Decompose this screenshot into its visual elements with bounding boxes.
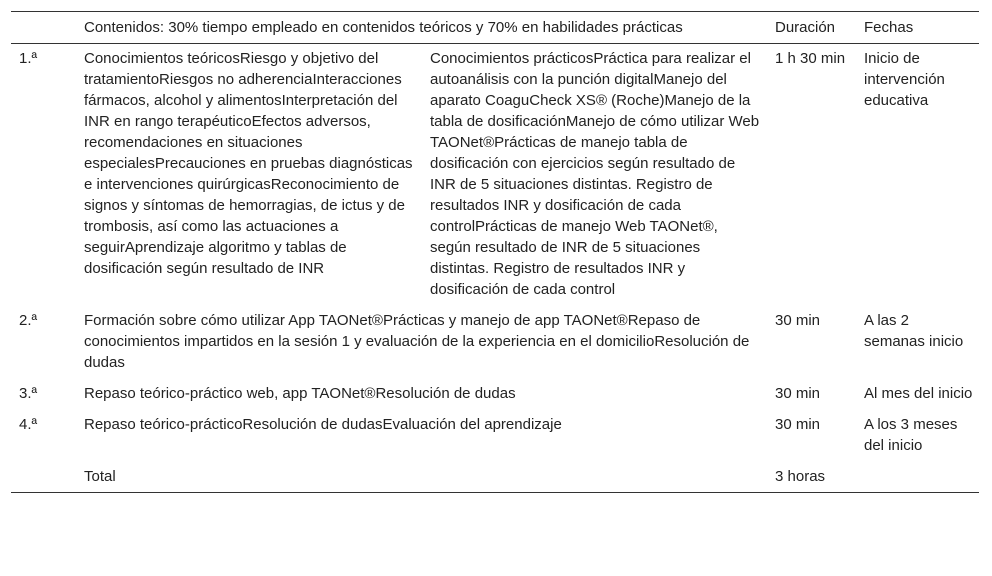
session-contents: Repaso teórico-prácticoResolución de dudasEvaluación del aprendizaje — [84, 416, 562, 433]
session-contents: Repaso teórico-práctico web, app TAONet®Resolución de dudas — [84, 385, 516, 402]
session-dates: A las 2 semanas inicio — [864, 312, 964, 350]
session-number: 1.ª — [19, 50, 38, 67]
session-number: 4.ª — [19, 416, 38, 433]
total-label: Total — [84, 468, 116, 485]
header-dates: Fechas — [864, 19, 914, 36]
session-number: 2.ª — [19, 312, 38, 329]
session-dates: A los 3 meses del inicio — [864, 416, 958, 454]
session-dates: Inicio de intervención educativa — [864, 50, 945, 109]
session-contents: Formación sobre cómo utilizar App TAONet®Prácticas y manejo de app TAONet®Repaso de conocimientos impartidos en la sesión 1 y evaluación de la experiencia en el domicilioResolución de dudas — [84, 312, 750, 371]
education-sessions-table — [11, 11, 979, 493]
table-row — [11, 305, 979, 378]
session-number: 3.ª — [19, 385, 38, 402]
header-contents: Contenidos: 30% tiempo empleado en contenidos teóricos y 70% en habilidades prácticas — [84, 19, 683, 36]
session-dates — [856, 461, 979, 493]
table-row — [11, 378, 979, 409]
header-duration: Duración — [775, 19, 836, 36]
table-header-row — [11, 12, 979, 44]
header-session — [11, 12, 76, 44]
session-number — [11, 461, 76, 493]
theory-contents: Conocimientos teóricosRiesgo y objetivo del tratamientoRiesgos no adherenciaInteracciones fármacos, alcohol y alimentosInterpretación del INR en rango terapéuticoEfectos adversos, recomendaciones en situaciones especialesPrecauciones en pruebas diagnósticas e intervenciones quirúrgicasReconocimiento de signos y síntomas de hemorragias, de ictus y de trombosis, así como las actuaciones a seguirAprendizaje algoritmo y tablas de dosificación según resultado de INR — [84, 50, 413, 277]
session-dates: Al mes del inicio — [864, 385, 973, 402]
session-duration: 30 min — [775, 312, 821, 329]
table-row — [11, 44, 979, 306]
session-duration: 1 h 30 min — [775, 50, 846, 67]
table-row — [11, 409, 979, 461]
total-row — [11, 461, 979, 493]
practice-contents: Conocimientos prácticosPráctica para realizar el autoanálisis con la punción digitalManejo del aparato CoaguCheck XS® (Roche)Manejo de la tabla de dosificaciónManejo de cómo utilizar Web TAONet®Prácticas de manejo tabla de dosificación con ejercicios según resultado de INR de 5 situaciones distintas. Registro de resultados INR y dosificación de cada controlPrácticas de manejo Web TAONet®, según resultado de INR de 5 situaciones distintas. Registro de resultados INR y dosificación de cada control — [430, 50, 760, 298]
total-duration: 3 horas — [775, 468, 826, 485]
session-duration: 30 min — [775, 385, 821, 402]
session-duration: 30 min — [775, 416, 821, 433]
